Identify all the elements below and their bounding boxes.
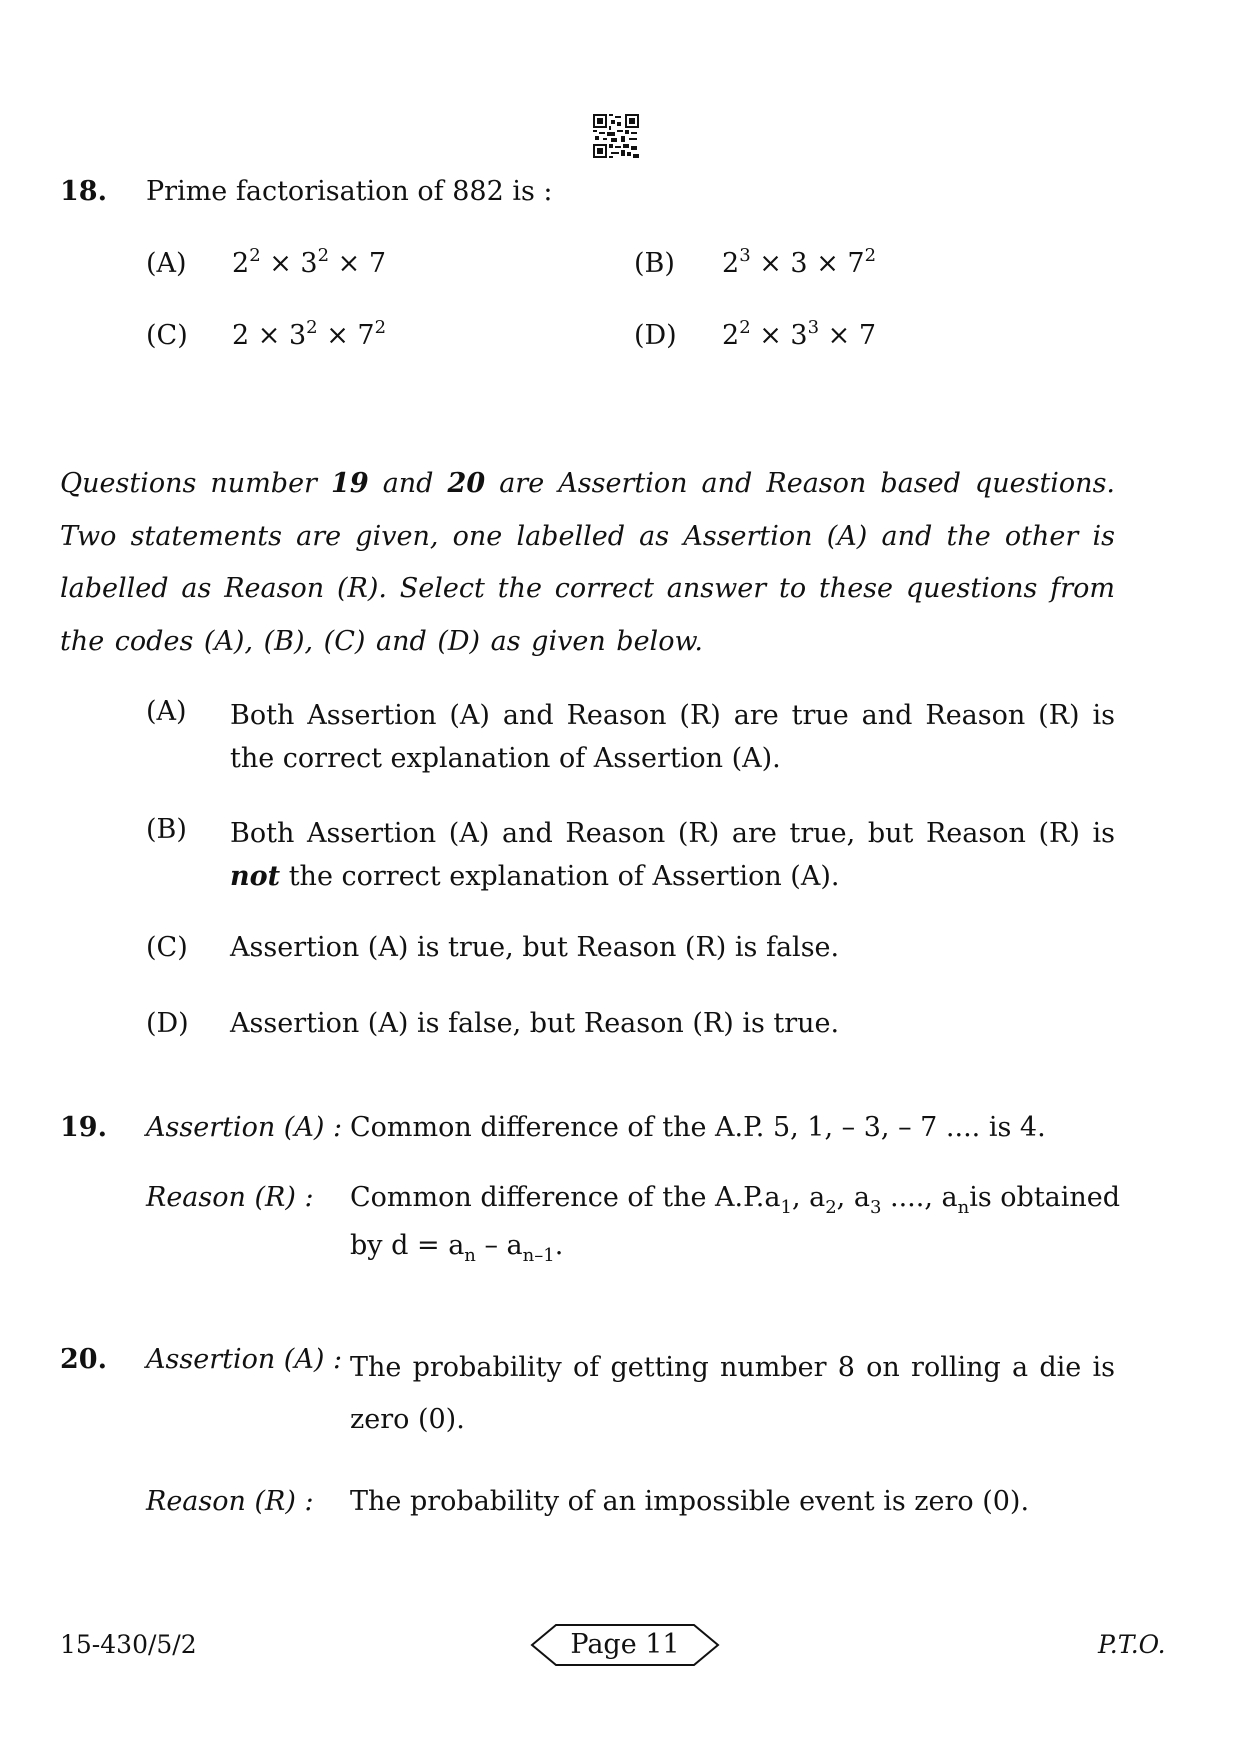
qr-code-icon <box>593 114 639 158</box>
q18-option-c-value: $2 \times 3^2 \times 7^2$ <box>232 317 387 351</box>
paper-code: 15-430/5/2 <box>60 1630 197 1659</box>
q18-option-b-value: $2^3 \times 3 \times 7^2$ <box>722 245 877 279</box>
q20-assertion-label: Assertion (A) : <box>146 1344 343 1375</box>
q19-reason-line-2: by $d = a_n - a_{n-1}$. <box>350 1230 564 1266</box>
code-d-text: Assertion (A) is false, but Reason (R) is true. <box>230 1008 840 1039</box>
pto-label: P.T.O. <box>1098 1630 1166 1659</box>
question-number-20: 20. <box>60 1344 107 1375</box>
emphasis-not: not <box>230 861 281 892</box>
q20-reason-text: The probability of an impossible event is zero (0). <box>350 1486 1030 1517</box>
code-b-text: Both Assertion (A) and Reason (R) are true, but Reason (R) is not the correct explanation of Assertion (A). <box>230 818 1115 892</box>
question-18-text: Prime factorisation of 882 is : <box>146 176 553 207</box>
q19-reason-line-1: Common difference of the A.P. $a_1$, $a_2$, $a_3$ ...., $a_n$ is obtained <box>350 1182 1121 1218</box>
code-c-text: Assertion (A) is true, but Reason (R) is false. <box>230 932 840 963</box>
q18-option-d-label: (D) <box>634 320 677 351</box>
q19-reason-label: Reason (R) : <box>146 1182 314 1213</box>
question-number-18: 18. <box>60 176 107 207</box>
code-a-label: (A) <box>146 696 187 727</box>
code-c-label: (C) <box>146 932 188 963</box>
assertion-reason-instructions: Questions number 19 and 20 are Assertion and Reason based questions. Two statements are given, one labelled as Assertion (A) and the other is labelled as Reason (R). Select the correct answer to these questions from the codes (A), (B), (C) and (D) as given below. <box>60 468 1116 657</box>
question-number-19: 19. <box>60 1112 107 1143</box>
page-number-label: Page 11 <box>570 1629 680 1660</box>
q18-option-a-label: (A) <box>146 248 187 279</box>
q18-option-a-value: $2^2 \times 3^2 \times 7$ <box>232 245 387 279</box>
q18-option-c-label: (C) <box>146 320 188 351</box>
q19-assertion-text: Common difference of the A.P. 5, 1, – 3, – 7 .... is 4. <box>350 1112 1046 1143</box>
q20-assertion-text: The probability of getting number 8 on rolling a die is zero (0). <box>350 1352 1115 1435</box>
code-a-text: Both Assertion (A) and Reason (R) are true and Reason (R) is the correct explanation of Assertion (A). <box>230 700 1115 774</box>
q20-reason-label: Reason (R) : <box>146 1486 314 1517</box>
code-d-label: (D) <box>146 1008 189 1039</box>
page-number-badge <box>530 1623 720 1667</box>
q18-option-b-label: (B) <box>634 248 675 279</box>
q18-option-d-value: $2^2 \times 3^3 \times 7$ <box>722 317 877 351</box>
code-b-label: (B) <box>146 814 187 845</box>
q19-assertion-label: Assertion (A) : <box>146 1112 343 1143</box>
